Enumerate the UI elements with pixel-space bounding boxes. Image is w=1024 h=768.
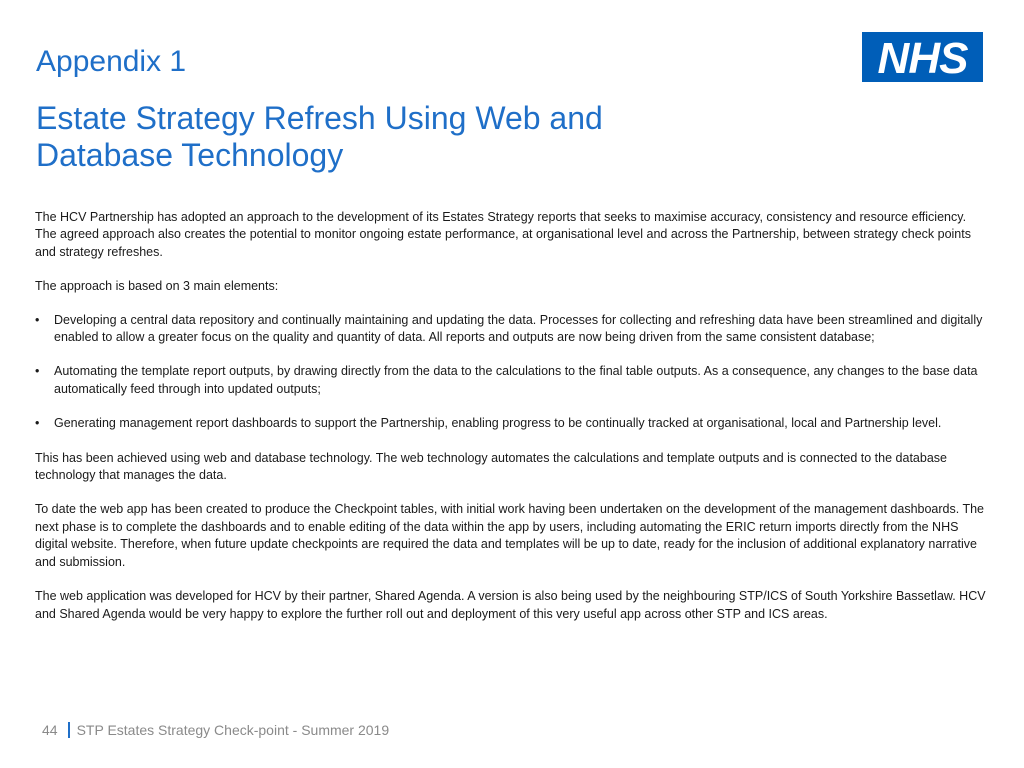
bullet-icon: • bbox=[35, 416, 40, 431]
intro-paragraph: The HCV Partnership has adopted an approach to the development of its Estates Strategy reports that seeks to maximise accuracy, consistency and resource efficiency. The agreed approach also creates the potential to monitor ongoing estate performance, at organisational level and across the Partnership, between strategy check points and strategy refreshes. bbox=[35, 210, 971, 259]
nhs-logo-graphic bbox=[862, 32, 983, 82]
elements-lead: The approach is based on 3 main elements: bbox=[35, 279, 279, 294]
footer bbox=[42, 722, 389, 738]
list-item-text: Automating the template report outputs, by drawing directly from the data to the calculations to the final table outputs. As a consequence, any changes to the base data automatically feed through into updated outputs; bbox=[54, 364, 978, 396]
list-item-text: Developing a central data repository and continually maintaining and updating the data. Processes for collecting and refreshing data have been streamlined and digitally enabled to allow a greater focus on the quality and quantity of data. All reports and outputs are now being driven from the same consistent database; bbox=[54, 312, 983, 345]
appendix-label: Appendix 1 bbox=[36, 45, 187, 78]
footer-label: STP Estates Strategy Check-point - Summer 2019 bbox=[76, 722, 390, 738]
bullet-icon: • bbox=[35, 364, 40, 379]
page-title: Estate Strategy Refresh Using Web and Database Technology bbox=[36, 100, 603, 173]
body-text bbox=[35, 209, 990, 640]
nhs-logo-text: NHS bbox=[877, 34, 968, 82]
developed-paragraph: The web application was developed for HCV by their partner, Shared Agenda. A version is also being used by the neighbouring STP/ICS of South Yorkshire Bassetlaw. HCV and Shared Agenda would be very happy to explore the further roll out and deployment of this very useful app across other STP and ICS areas. bbox=[35, 589, 986, 621]
page-number: 44 bbox=[42, 722, 58, 738]
list-item bbox=[35, 415, 990, 432]
list-item-text: Generating management report dashboards to support the Partnership, enabling progress to be continually tracked at organisational, local and Partnership level. bbox=[54, 416, 942, 431]
bullet-icon: • bbox=[35, 312, 40, 327]
to-date-paragraph: To date the web app has been created to produce the Checkpoint tables, with initial work having been undertaken on the development of the management dashboards. The next phase is to complete the dashboards and to enable editing of the data within the app by users, including automating the ERIC return imports directly from the NHS digital website. Therefore, when future update checkpoints are required the data and templates will be up to date, ready for the inclusion of additional explanatory narrative and submission. bbox=[35, 502, 985, 569]
nhs-logo-icon bbox=[862, 32, 983, 82]
list-item bbox=[35, 363, 990, 398]
footer-divider bbox=[68, 722, 70, 738]
achieved-paragraph: This has been achieved using web and database technology. The web technology automates the calculations and template outputs and is connected to the database technology that manages the data. bbox=[35, 450, 947, 483]
list-item bbox=[35, 312, 990, 347]
